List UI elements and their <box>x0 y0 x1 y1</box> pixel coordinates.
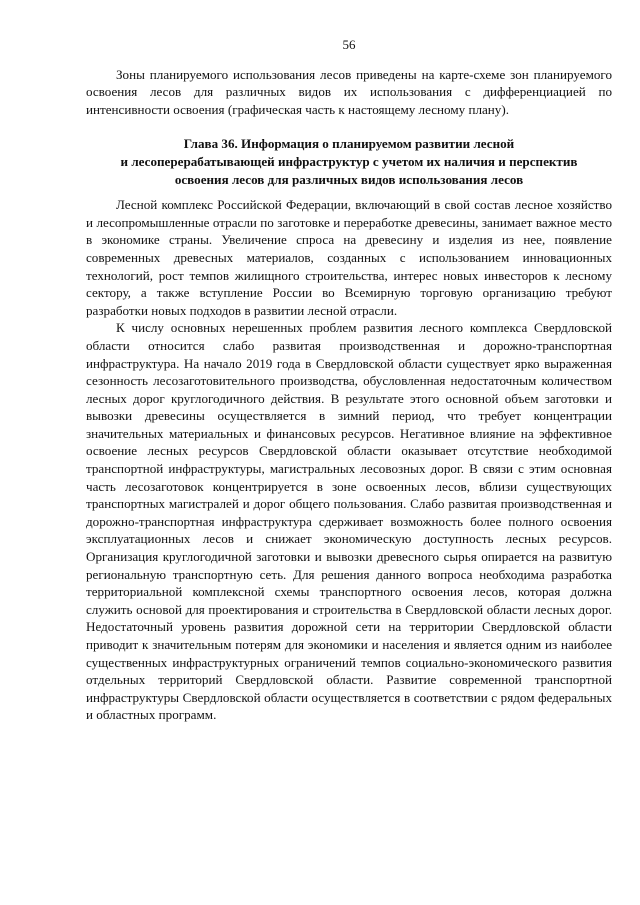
body-paragraph-2: К числу основных нерешенных проблем развития лесного комплекса Свердловской области относится слабо развитая производственная и дорожно-транспортная инфраструктура. На начало 2019 года в Свердловской области существует ярко выраженная сезонность лесозаготовительного производства, обусловленная недостаточным количеством лесных дорог круглогодичного действия. В результате этого основной объем заготовки и вывозки древесины осуществляется в зимний период, что требует концентрации значительных материальных и финансовых ресурсов. Негативное влияние на эффективное освоение лесных ресурсов Свердловской области оказывает отсутствие необходимой транспортной инфраструктуры, магистральных лесовозных дорог. В связи с этим основная часть лесозаготовок концентрируется в зоне освоенных лесов, вблизи существующих транспортных магистралей и дорог общего пользования. Слабо развитая производственная и дорожно-транспортная инфраструктура сдерживает возможность более полного освоения эксплуатационных лесов и снижает экономическую доступность лесных ресурсов. Организация круглогодичной заготовки и вывозки древесного сырья опирается на развитую региональную транспортную сеть. Для решения данного вопроса необходима разработка территориальной комплексной схемы транспортного освоения лесов, которая должна служить основой для проектирования и строительства в Свердловской области лесных дорог. Недостаточный уровень развития дорожной сети на территории Свердловской области приводит к значительным потерям для экономики и населения и является одним из наиболее существенных инфраструктурных ограничений темпов социально-экономического развития отдельных территорий Свердловской области. Развитие современной транспортной инфраструктуры Свердловской области осуществляется в соответствии с рядом федеральных и областных программ. <box>86 320 612 723</box>
intro-paragraph: Зоны планируемого использования лесов приведены на карте-схеме зон планируемого освоения лесов для различных видов их использования с дифференциацией по интенсивности освоения (графическая часть к настоящему лесному плану). <box>86 66 612 117</box>
chapter-heading <box>86 135 612 188</box>
chapter-heading-line-1: Глава 36. Информация о планируемом развитии лесной <box>183 136 515 152</box>
document-page <box>86 36 612 724</box>
body-paragraph-1: Лесной комплекс Российской Федерации, включающий в свой состав лесное хозяйство и лесопромышленные отрасли по заготовке и переработке древесины, занимает важное место в экономике страны. Увеличение спроса на древесину и изделия из нее, появление современных древесных материалов, созданных с использованием инновационных технологий, рост темпов жилищного строительства, интерес новых инвесторов к лесному сектору, а также вступление России во Всемирную торговую организацию требуют разработки новых подходов в развитии лесной отрасли. <box>86 197 612 318</box>
page-number: 56 <box>342 37 356 52</box>
chapter-heading-line-3: освоения лесов для различных видов использования лесов <box>174 171 524 187</box>
chapter-heading-line-2: и лесоперерабатывающей инфраструктур с учетом их наличия и перспектив <box>120 153 578 169</box>
